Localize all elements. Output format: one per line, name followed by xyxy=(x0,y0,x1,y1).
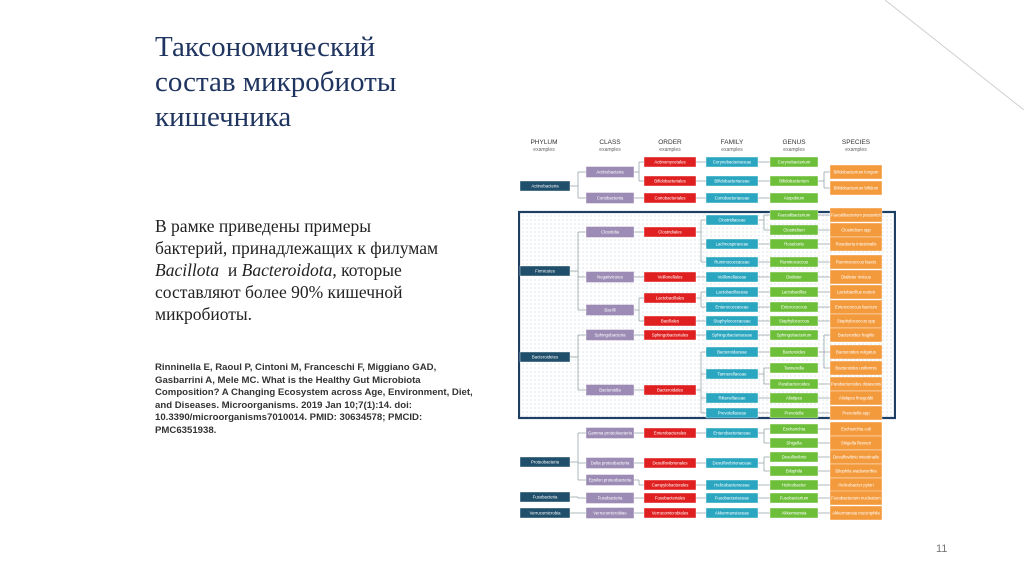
phylum-label: Proteobacteria xyxy=(531,459,559,465)
order-node xyxy=(644,508,696,518)
family-label: Ruminococcaceae xyxy=(714,259,750,265)
phylum-node xyxy=(520,181,570,191)
genus-label: Helicobacter xyxy=(782,482,806,488)
connector xyxy=(570,172,586,198)
family-label: Coriobacteriaceae xyxy=(714,195,750,201)
reference-line: Composition? A Changing Ecosystem across Age, Environment, Diet, xyxy=(155,387,473,399)
species-node xyxy=(830,506,882,520)
genus-label: Corynebacterium xyxy=(777,159,811,165)
connector xyxy=(758,429,770,443)
species-label: Alistipes finegoldii xyxy=(838,395,874,401)
family-label: Lachnospiraceae xyxy=(715,241,749,247)
species-label: Prevotella spp xyxy=(842,410,870,416)
genus-node xyxy=(770,393,818,403)
order-label: Desulfovibrionales xyxy=(652,460,688,466)
genus-label: Tannerella xyxy=(784,365,804,371)
species-label: Bifidobacterium longum xyxy=(833,169,879,175)
genus-node xyxy=(770,287,818,297)
species-node xyxy=(830,328,882,342)
family-node xyxy=(706,408,758,418)
family-node xyxy=(706,458,758,468)
class-node xyxy=(586,272,634,283)
genus-node xyxy=(770,257,818,267)
class-label: Sphingobacteria xyxy=(594,332,626,338)
family-node xyxy=(706,330,758,340)
connector xyxy=(634,162,644,181)
reference-line: Rinninella E, Raoul P, Cintoni M, Franceschi F, Miggiano GAD, xyxy=(155,362,437,373)
genus-node xyxy=(770,272,818,282)
family-label: Desulfovibrionaceae xyxy=(712,460,752,466)
genus-node xyxy=(770,157,818,167)
family-node xyxy=(706,287,758,297)
genus-node xyxy=(770,452,818,462)
order-label: Clostridiales xyxy=(658,229,682,235)
species-label: Staphylococcus spp xyxy=(836,318,876,324)
class-node xyxy=(586,330,634,341)
family-label: Akkermansiaceae xyxy=(714,510,750,516)
order-label: Campylobacterales xyxy=(651,482,689,488)
family-node xyxy=(706,347,758,357)
species-node xyxy=(830,478,882,492)
class-node xyxy=(586,385,634,396)
class-label: Fusobacteria xyxy=(597,495,623,501)
genus-node xyxy=(770,193,818,203)
body-line: составляют более 90% кишечной xyxy=(155,282,403,302)
order-label: Coriobacteriales xyxy=(654,195,686,201)
column-header: GENUS xyxy=(782,139,806,146)
order-node xyxy=(644,493,696,503)
body-line: микробиоты. xyxy=(155,304,253,324)
order-label: Sphingobacteriales xyxy=(651,332,689,338)
species-label: Bacteroides vulgatus xyxy=(836,349,876,355)
genus-label: Alistipes xyxy=(785,395,803,401)
family-label: Bifidobacteriaceae xyxy=(714,178,750,184)
species-label: Faecalibacterium prausnitzii xyxy=(831,212,882,218)
genus-node xyxy=(770,210,818,220)
class-label: Coriobacteriia xyxy=(596,195,624,201)
column-header-sub: examples xyxy=(533,147,555,153)
slide-title xyxy=(155,30,485,135)
order-node xyxy=(644,316,696,326)
species-label: Bacteroides fragilis xyxy=(837,332,875,338)
species-label: Fusobacterium nucleatum xyxy=(831,495,881,501)
genus-label: Ruminococcus xyxy=(779,259,809,265)
class-node xyxy=(586,475,634,486)
species-node xyxy=(830,300,882,314)
taxon-bacteroidota: Bacteroidota xyxy=(241,260,333,280)
species-label: Shigella flexneri xyxy=(840,440,872,446)
order-label: Enterobacterales xyxy=(653,430,687,436)
species-node xyxy=(830,270,882,284)
phylum-node xyxy=(520,266,570,276)
genus-node xyxy=(770,508,818,518)
genus-node xyxy=(770,379,818,389)
species-label: Roseburia intestinalis xyxy=(835,241,877,247)
genus-node xyxy=(770,493,818,503)
family-node xyxy=(706,193,758,203)
phylum-node xyxy=(520,457,570,467)
family-label: Rikenellaceae xyxy=(718,395,746,401)
taxonomy-diagram xyxy=(518,131,896,526)
order-label: Bacillales xyxy=(660,318,680,324)
family-node xyxy=(706,257,758,267)
reference-line: 10.3390/microorganisms7010014. PMID: 30634578; PMCID: xyxy=(155,412,423,424)
family-label: Enterococcaceae xyxy=(715,304,749,310)
species-node xyxy=(830,406,882,420)
reference-line: PMC6351938. xyxy=(155,424,217,436)
column-header-sub: examples xyxy=(783,147,805,153)
title-line: состав микробиоты xyxy=(155,66,397,98)
order-node xyxy=(644,293,696,303)
phylum-label: Verrucomicrobia xyxy=(529,510,561,516)
order-node xyxy=(644,385,696,395)
genus-node xyxy=(770,316,818,326)
column-header-sub: examples xyxy=(659,147,681,153)
species-node xyxy=(830,223,882,237)
connector xyxy=(758,457,770,471)
family-node xyxy=(706,272,758,282)
species-label: Bacteroides uniformis xyxy=(835,365,877,371)
family-node xyxy=(706,176,758,186)
genus-label: Akkermansia xyxy=(781,510,807,516)
order-node xyxy=(644,330,696,340)
genus-node xyxy=(770,466,818,476)
order-node xyxy=(644,458,696,468)
column-header-sub: examples xyxy=(721,147,743,153)
order-node xyxy=(644,428,696,438)
species-node xyxy=(830,208,882,222)
genus-label: Desulfovibrio xyxy=(781,454,807,460)
species-label: Escherichia coli xyxy=(841,426,871,432)
genus-label: Parabacteroides xyxy=(778,381,810,387)
species-label: Desulfovibrio intestinalis xyxy=(832,454,880,460)
species-node xyxy=(830,422,882,436)
genus-node xyxy=(770,424,818,434)
column-header: ORDER xyxy=(658,139,682,146)
species-node xyxy=(830,450,882,464)
class-label: Actinobacteria xyxy=(596,169,624,175)
species-label: Helicobacter pylori xyxy=(838,482,874,488)
column-header: SPECIES xyxy=(841,139,871,146)
order-node xyxy=(644,157,696,167)
family-node xyxy=(706,239,758,249)
body-line: бактерий, принадлежащих к филумам xyxy=(155,238,439,258)
column-header: CLASS xyxy=(599,139,621,146)
genus-label: Enterococcus xyxy=(780,304,808,310)
genus-label: Escherichia xyxy=(782,426,806,432)
phylum-node xyxy=(520,492,570,502)
family-label: Clostridiaceae xyxy=(718,217,746,223)
family-node xyxy=(706,480,758,490)
reference-line: and Diseases. Microorganisms. 2019 Jan 10;7(1):14. doi: xyxy=(155,399,413,411)
phylum-label: Fusobacteria xyxy=(532,494,558,500)
family-node xyxy=(706,508,758,518)
class-label: Verrucomicrobiae xyxy=(593,510,627,516)
class-node xyxy=(586,493,634,504)
family-node xyxy=(706,493,758,503)
species-node xyxy=(830,285,882,299)
species-label: Ruminococcus faecis xyxy=(835,259,877,265)
species-label: Enterococcus faecium xyxy=(834,304,878,310)
family-node xyxy=(706,316,758,326)
family-label: Tannerellaceae xyxy=(717,371,747,377)
genus-label: Lactobacillus xyxy=(781,289,807,295)
column-header-sub: examples xyxy=(599,147,621,153)
species-node xyxy=(830,255,882,269)
body-paragraph xyxy=(155,215,500,325)
order-label: Actinomycetales xyxy=(654,159,686,165)
class-node xyxy=(586,305,634,316)
class-node xyxy=(586,458,634,469)
class-label: Negativicutes xyxy=(597,274,623,280)
genus-node xyxy=(770,347,818,357)
genus-label: Fusobacterium xyxy=(779,495,809,501)
genus-label: Prevotella xyxy=(784,410,804,416)
family-label: Staphylococcaceae xyxy=(713,318,751,324)
class-node xyxy=(586,428,634,439)
family-node xyxy=(706,393,758,403)
genus-label: Shigella xyxy=(786,440,802,446)
connector xyxy=(570,497,586,498)
phylum-node xyxy=(520,508,570,518)
genus-node xyxy=(770,176,818,186)
taxon-bacillota: Bacillota xyxy=(155,260,220,280)
species-node xyxy=(830,436,882,450)
species-label: Bifidobacterium bifidum xyxy=(833,185,879,191)
class-label: Delta proteobacteria xyxy=(590,460,630,466)
order-label: Bifidobacteriales xyxy=(654,178,686,184)
genus-label: Faecalibacterium xyxy=(777,212,811,218)
class-node xyxy=(586,508,634,519)
family-label: Prevotellaceae xyxy=(717,410,747,416)
family-node xyxy=(706,369,758,379)
species-node xyxy=(830,377,882,391)
order-label: Lactobacillales xyxy=(655,295,685,301)
body-line: , которые xyxy=(332,260,402,280)
genus-node xyxy=(770,330,818,340)
genus-node xyxy=(770,239,818,249)
genus-label: Clostridium xyxy=(783,227,805,233)
genus-node xyxy=(770,302,818,312)
class-node xyxy=(586,227,634,238)
species-label: Akkermansia muciniphila xyxy=(832,510,880,516)
genus-node xyxy=(770,408,818,418)
genus-label: Atopobium xyxy=(783,195,805,201)
family-node xyxy=(706,302,758,312)
family-label: Helicobacteraceae xyxy=(714,482,750,488)
column-header: FAMILY xyxy=(720,139,744,146)
species-node xyxy=(830,165,882,179)
phylum-node xyxy=(520,352,570,362)
class-label: Epsilon proteobacteria xyxy=(588,477,632,483)
family-node xyxy=(706,157,758,167)
decorative-corner-line xyxy=(885,0,1024,110)
title-line: Таксономический xyxy=(155,31,376,63)
family-node xyxy=(706,215,758,225)
genus-node xyxy=(770,225,818,235)
genus-label: Staphylococcus xyxy=(778,318,810,324)
species-node xyxy=(830,314,882,328)
genus-node xyxy=(770,363,818,373)
class-node xyxy=(586,193,634,204)
connector xyxy=(570,433,586,480)
title-line: кишечника xyxy=(155,101,292,133)
connector xyxy=(818,172,830,188)
family-node xyxy=(706,428,758,438)
family-label: Corynebacteriaceae xyxy=(712,159,752,165)
class-label: Gamma proteobacteria xyxy=(588,430,632,436)
genus-label: Sphingobacterium xyxy=(776,332,812,338)
family-label: Lactobacillaceae xyxy=(715,289,749,295)
genus-label: Dialister xyxy=(786,274,802,280)
phylum-label: Firmicutes xyxy=(535,268,555,274)
species-node xyxy=(830,237,882,251)
species-label: Clostridium spp xyxy=(841,227,871,233)
order-node xyxy=(644,480,696,490)
genus-node xyxy=(770,480,818,490)
genus-node xyxy=(770,438,818,448)
order-node xyxy=(644,227,696,237)
phylum-label: Actinobacteria xyxy=(531,183,559,189)
species-node xyxy=(830,391,882,405)
species-node xyxy=(830,181,882,195)
family-label: Fusobacteriaceae xyxy=(714,495,750,501)
genus-label: Bacteroides xyxy=(782,349,806,355)
connector xyxy=(634,480,644,485)
body-line: В рамке приведены примеры xyxy=(155,216,372,236)
family-label: Bacteroidaceae xyxy=(717,349,747,355)
species-label: Bilophila wadsworthia xyxy=(835,468,877,474)
class-label: Bacilli xyxy=(604,307,616,313)
class-label: Clostridia xyxy=(601,229,619,235)
species-label: Lactobacillus reuteri xyxy=(836,289,876,295)
body-conjunction: и xyxy=(227,260,238,280)
reference-line: Gasbarrini A, Mele MC. What is the Healthy Gut Microbiota xyxy=(155,374,421,386)
reference-citation xyxy=(155,362,485,438)
class-node xyxy=(586,167,634,178)
class-label: Bacteroidia xyxy=(599,387,621,393)
family-label: Sphingobacteriaceae xyxy=(711,332,753,338)
order-node xyxy=(644,193,696,203)
order-label: Verrucomicrobiales xyxy=(651,510,689,516)
order-node xyxy=(644,176,696,186)
order-node xyxy=(644,272,696,282)
genus-label: Roseburia xyxy=(784,241,804,247)
phylum-label: Bacteroidetes xyxy=(531,354,559,360)
genus-label: Bilophila xyxy=(785,468,803,474)
column-header: PHYLUM xyxy=(530,139,558,146)
order-label: Veillonellales xyxy=(657,274,683,280)
family-label: Veillonellaceae xyxy=(717,274,747,280)
species-node xyxy=(830,491,882,505)
order-label: Fusobacteriales xyxy=(654,495,686,501)
species-label: Dialister invisus xyxy=(841,274,871,280)
species-node xyxy=(830,361,882,375)
species-node xyxy=(830,345,882,359)
species-node xyxy=(830,464,882,478)
species-label: Parabacteroides distasonis xyxy=(831,381,881,387)
order-label: Bacteroidales xyxy=(656,387,684,393)
page-number: 11 xyxy=(936,543,948,555)
genus-label: Bifidobacterium xyxy=(779,178,809,184)
family-label: Enterobacteriaceae xyxy=(713,430,751,436)
column-header-sub: examples xyxy=(845,147,867,153)
